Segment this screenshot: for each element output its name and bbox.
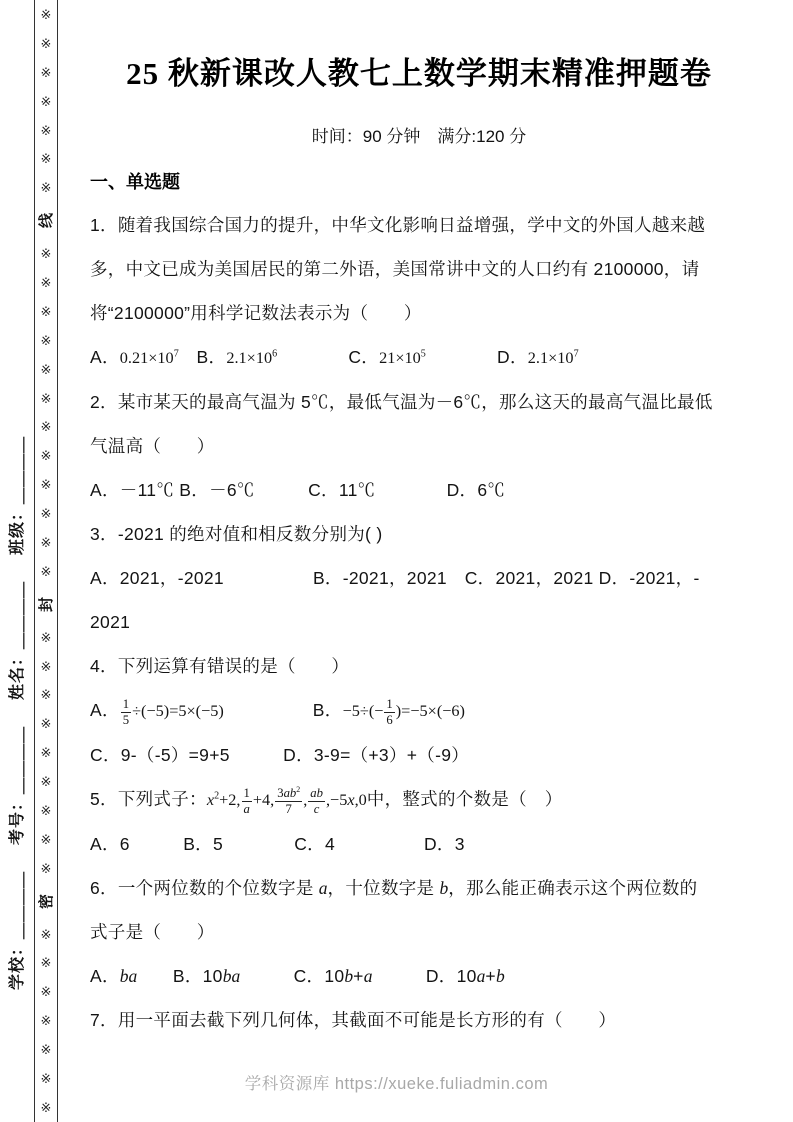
class-field-label: 班级：＿＿＿＿ <box>9 435 26 555</box>
seal-marker: ※ <box>40 274 52 290</box>
seal-marker: ※ <box>40 658 52 674</box>
seal-marker: ※ <box>40 745 52 761</box>
exam-content <box>90 52 748 1042</box>
seal-marker: ※ <box>40 122 52 138</box>
seal-char: 封 <box>38 596 56 612</box>
question-4-line-2: A． $\frac{1}{5}$ ÷(−5)=5×(−5) B．−5÷(− $\frac{1}{6}$ )=−5×(−6) <box>90 696 465 727</box>
seal-marker: ※ <box>40 477 52 493</box>
question-5-text: 5．下列式子：$x^2+2$, $\frac{1}{a}$ +4, $\frac{3ab^2}{7}$ , $\frac{ab}{c}$ ,−5x,0中，整式的个数是（ ） <box>90 784 563 816</box>
seal-marker: ※ <box>40 984 52 1000</box>
seal-marker: ※ <box>40 180 52 196</box>
seal-marker: ※ <box>40 303 52 319</box>
title-part-emphasis: 学 <box>455 56 488 91</box>
seal-marker: ※ <box>40 802 52 818</box>
seal-marker: ※ <box>40 860 52 876</box>
exam-time-score-line: 时间：90 分钟 满分:120 分 <box>311 127 527 146</box>
question-5-line-2: A．6 B．5 C．4 D．3 <box>90 834 465 854</box>
section-heading-single-choice: 一、单选题 <box>90 172 180 192</box>
seal-marker: ※ <box>40 1042 52 1058</box>
school-field-label: 学校：＿＿＿＿ <box>9 870 26 990</box>
footer-source-link[interactable]: 学科资源库 https://xueke.fuliadmin.com <box>244 1075 549 1093</box>
seal-marker: ※ <box>40 361 52 377</box>
seal-marker: ※ <box>40 93 52 109</box>
question-3-text: 3．-2021 的绝对值和相反数分别为( ) <box>90 524 383 544</box>
seal-marker: ※ <box>40 534 52 550</box>
seal-char: 密 <box>38 893 56 909</box>
seal-marker: ※ <box>40 687 52 703</box>
question-list <box>90 203 748 1042</box>
question-3-line-3: 2021 <box>90 612 131 632</box>
page-title <box>90 52 748 96</box>
seal-marker: ※ <box>40 64 52 80</box>
seal-marker: ※ <box>40 246 52 262</box>
question-3-line-2: A．2021，-2021 B．-2021，2021 C．2021，2021 D．-2021，- <box>90 568 700 588</box>
seal-marker: ※ <box>40 448 52 464</box>
question-2-text: 2．某市某天的最高气温为 5℃，最低气温为－6℃，那么这天的最高气温比最低 <box>90 392 713 412</box>
seal-marker: ※ <box>40 332 52 348</box>
question-6-text: 6．一个两位数的个位数字是 a，十位数字是 b，那么能正确表示这个两位数的 <box>90 878 698 898</box>
question-1-text: 1．随着我国综合国力的提升，中华文化影响日益增强，学中文的外国人越来越 <box>90 215 706 235</box>
seal-marker: ※ <box>40 716 52 732</box>
question-6-line-2: 式子是（ ） <box>90 922 215 942</box>
seal-marker: ※ <box>40 629 52 645</box>
seal-marker: ※ <box>40 926 52 942</box>
seal-line-column <box>34 0 58 1122</box>
seal-marker: ※ <box>40 151 52 167</box>
question-2-line-2: 气温高（ ） <box>90 436 215 456</box>
seal-marker: ※ <box>40 563 52 579</box>
seal-marker: ※ <box>40 1099 52 1115</box>
exam-number-field-label: 考号：＿＿＿＿ <box>9 725 26 845</box>
seal-marker: ※ <box>40 1013 52 1029</box>
seal-marker: ※ <box>40 506 52 522</box>
title-part-post: 期末精准押题卷 <box>487 56 712 91</box>
name-field-label: 姓名：＿＿＿＿ <box>9 580 26 700</box>
question-1-line-4: A．$0.21\times 10^7$ B．$2.1\times 10^6$ C．$21\times 10^5$ D．$2.1\times 10^7$ <box>90 347 579 367</box>
question-6-line-3: A．ba B．10ba C．10b+a D．10a+b <box>90 966 505 986</box>
question-2-line-3: A．－11℃ B．－6℃ C．11℃ D．6℃ <box>90 480 506 500</box>
seal-marker: ※ <box>40 774 52 790</box>
title-part-pre: 25 秋新课改人教七上数 <box>126 56 456 91</box>
question-4-line-3: C．9-（-5）=9+5 D．3-9=（+3）+（-9） <box>90 745 470 765</box>
question-1-line-3: 将“2100000”用科学记数法表示为（ ） <box>90 303 422 323</box>
question-4-text: 4．下列运算有错误的是（ ） <box>90 656 350 676</box>
seal-char: 线 <box>38 213 56 229</box>
seal-marker: ※ <box>40 419 52 435</box>
question-1-line-2: 多，中文已成为美国居民的第二外语，美国常讲中文的人口约有 2100000，请 <box>90 259 700 279</box>
seal-marker: ※ <box>40 955 52 971</box>
footer-watermark <box>0 1070 793 1094</box>
seal-marker: ※ <box>40 1071 52 1086</box>
seal-marker: ※ <box>40 6 52 22</box>
question-7-text: 7．用一平面去截下列几何体，其截面不可能是长方形的有（ ） <box>90 1010 617 1030</box>
seal-marker: ※ <box>40 390 52 406</box>
seal-marker: ※ <box>40 35 52 51</box>
seal-marker: ※ <box>40 831 52 847</box>
